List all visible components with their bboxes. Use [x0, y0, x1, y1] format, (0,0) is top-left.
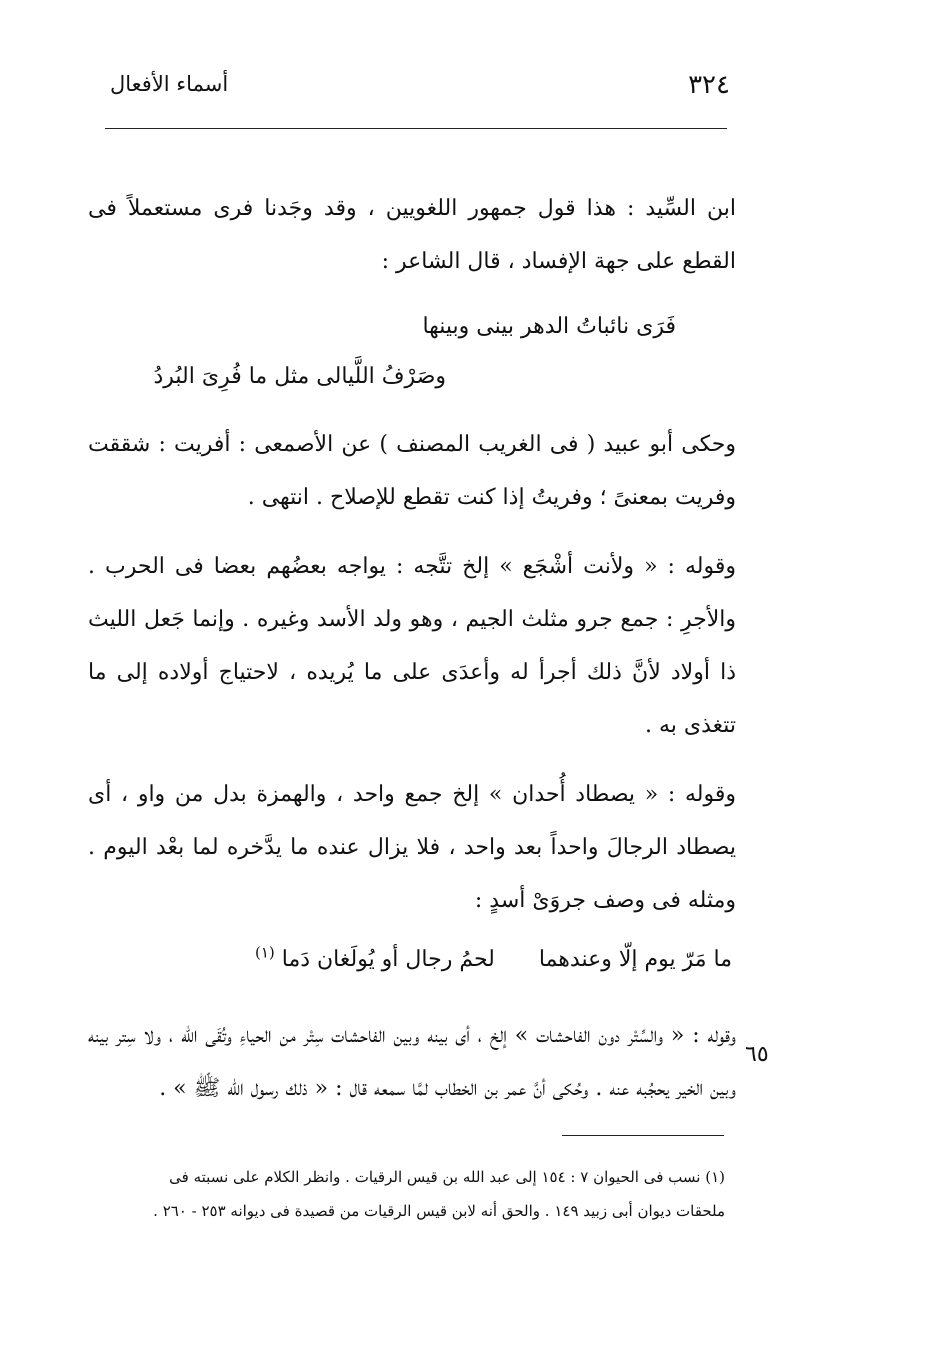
paragraph-3: وقوله : « ولأنت أشْجَع » إلخ تتَّجه : يواجه بعضُهم بعضا فى الحرب . والأجرِ : جمع جرو مثلث الجيم ، وهو ولد الأسد وغيره . وإنما جَعل الليث ذا أولاد لأنَّ ذلك أجرأ له وأعدَى على ما يُريده ، لاحتياج أولاده إلى ما تتغذى به . [88, 554, 736, 738]
couplet-hemistich-b [255, 935, 495, 985]
couplet-hemistich-a: ما مَرّ يوم إلّا وعندهما [538, 947, 732, 972]
footnotes [85, 1160, 725, 1228]
running-title: أسماء الأفعال [110, 72, 229, 96]
footnote-line-1: (١) نسب فى الحيوان ٧ : ١٥٤ إلى عبد الله بن قيس الرقيات . وانظر الكلام على نسبته فى [169, 1168, 725, 1186]
paragraph-2: وحكى أبو عبيد ( فى الغريب المصنف ) عن الأصمعى : أفريت : شققت وفريت بمعنىً ؛ وفريتُ إذا كنت تقطع للإصلاح . انتهى . [88, 432, 736, 510]
paragraph-5: وقوله : « والسِّتْر دون الفاحشات » إلخ ، أى بينه وبين الفاحشات سِتْر من الحياءِ وتُقَى الله ، ولا سِتر بينه وبين الخير يحجُبه عنه . وحُكى أنَّ عمر بن الخطاب لمَّا سمعه قال : « ذلك رسول الله ﷺ » . [88, 1023, 736, 1101]
verse-1-line-1: فَرَى نائباتُ الدهر بينى وبينها [422, 314, 676, 339]
verse-1-line-2-text: وصَرْفُ اللَّيالى مثل ما فُرِىَ البُردُ [153, 364, 446, 389]
page-number: ٣٢٤ [688, 70, 730, 100]
line-number: ٦٥ [745, 1042, 769, 1067]
couplet [88, 935, 736, 985]
page-header [110, 70, 730, 110]
header-divider [105, 128, 727, 129]
couplet-hemistich-b-text: لحمُ رجال أو يُولَغان دَما [281, 947, 495, 972]
footnote-divider [562, 1135, 724, 1136]
paragraph-1: ابن السِّيد : هذا قول جمهور اللغويين ، وقد وجَدنا فرى مستعملاً فى القطع على جهة الإفساد ، قال الشاعر : [88, 196, 736, 274]
footnote-line-2: ملحقات ديوان أبى زبيد ١٤٩ . والحق أنه لابن قيس الرقيات من قصيدة فى ديوانه ٢٥٣ - ٢٦٠ . [153, 1202, 725, 1220]
footnote-reference[interactable]: (١) [254, 943, 275, 962]
verse-1-line-2 [88, 352, 736, 402]
verse-1 [88, 302, 736, 402]
paragraph-4: وقوله : « يصطاد أُحدان » إلخ جمع واحد ، والهمزة بدل من واو ، أى يصطاد الرجالَ واحداً بعد واحد ، فلا يزال عنده ما يدَّخره لما بعْد اليوم . ومثله فى وصف جروَىْ أسدٍ : [88, 782, 736, 913]
main-text [88, 182, 736, 1115]
